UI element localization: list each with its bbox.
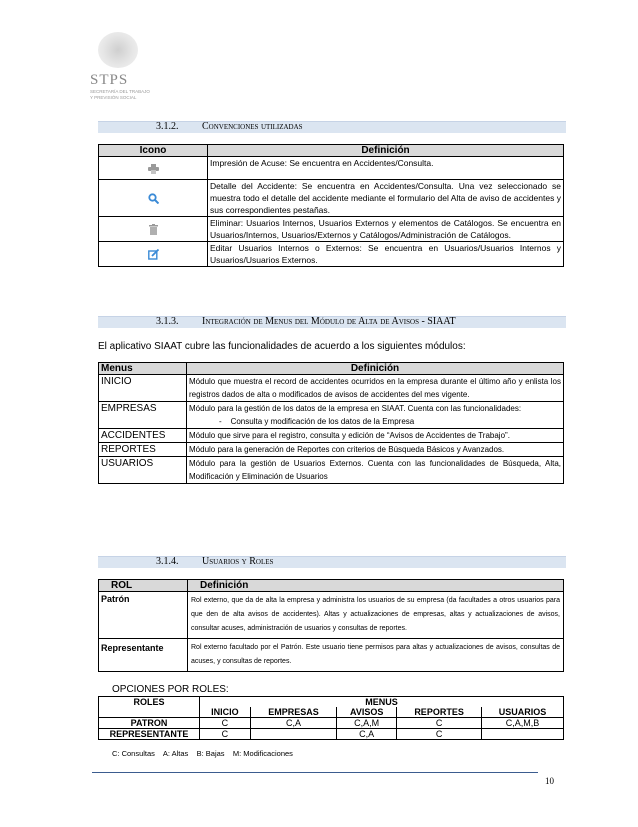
page-number: 10 — [545, 776, 554, 786]
option-cell: C — [397, 729, 482, 740]
role-definition: Rol externo, que da de alta la empresa y administra los usuarios de su empresa (da facultades a otros usuarios para que den de alta avisos de accidentes). Altas y actualizaciones de empresas, altas y actualizaciones de avisos, consultar acuses, administración de usuarios y consultas de reportes. — [188, 592, 564, 639]
option-cell: C — [397, 718, 482, 729]
option-cell: C,A — [250, 718, 337, 729]
role-name: Representante — [99, 639, 188, 672]
table-row — [99, 180, 564, 217]
menu-definition: Módulo para la gestión de Usuarios Externos. Cuenta con las funcionalidades de Búsqueda, Alta, Modificación y Eliminación de Usuarios — [187, 457, 564, 484]
option-cell — [482, 729, 564, 740]
table-row — [99, 429, 564, 443]
icon-cell — [99, 157, 208, 180]
section-heading-users-roles — [98, 556, 566, 568]
role-name: Patrón — [99, 592, 188, 639]
table-row — [99, 457, 564, 484]
column-header-usuarios: USUARIOS — [482, 707, 564, 718]
table-row — [99, 592, 564, 639]
table-header-row — [99, 363, 564, 375]
section-heading-menus — [98, 316, 566, 328]
bullet-dash-icon: - — [219, 417, 231, 426]
role-definition: Rol externo facultado por el Patrón. Este usuario tiene permisos para altas y actualizaciones de avisos, consultas de acuses, y consultas de reportes. — [188, 639, 564, 672]
table-header-row — [99, 145, 564, 157]
column-header-icon: Icono — [99, 145, 208, 157]
section-number: 3.1.3. — [156, 316, 179, 327]
menus-table — [98, 362, 564, 484]
column-header-menus: Menus — [99, 363, 187, 375]
definition-cell: Eliminar: Usuarios Internos, Usuarios Externos y elementos de Catálogos. Se encuentra en Usuarios/Internos, Usuarios/Externos y Catálogos/Administración de Catálogos. — [208, 217, 564, 242]
table-row — [99, 217, 564, 242]
printer-icon — [148, 164, 159, 174]
table-row — [99, 639, 564, 672]
magnifier-icon — [148, 193, 159, 204]
table-row — [99, 157, 564, 180]
option-cell: C,A — [337, 729, 397, 740]
table-row — [99, 443, 564, 457]
roles-table — [98, 579, 564, 672]
option-cell: C,A,M,B — [482, 718, 564, 729]
icon-cell — [99, 217, 208, 242]
menu-name: INICIO — [99, 375, 187, 402]
definition-cell: Impresión de Acuse: Se encuentra en Accidentes/Consulta. — [208, 157, 564, 180]
options-by-role-table — [98, 696, 564, 740]
definition-cell: Editar Usuarios Internos o Externos: Se encuentra en Usuarios/Usuarios Internos y Usuarios/Usuarios Externos. — [208, 242, 564, 267]
footer-divider — [92, 772, 538, 773]
section-title: Integración de Menus del Módulo de Alta de Avisos - SIAAT — [202, 316, 456, 327]
table-row — [99, 242, 564, 267]
icon-cell — [99, 242, 208, 267]
menu-definition-cell — [187, 402, 564, 429]
bullet-text: Consulta y modificación de los datos de la Empresa — [230, 417, 415, 426]
menu-definition: Módulo que muestra el record de accidentes ocurridos en la empresa durante el último año y enlista los registros dados de alta o modificados de avisos de accidentes del mes vigente. — [187, 375, 564, 402]
table-row — [99, 375, 564, 402]
definition-cell: Detalle del Accidente: Se encuentra en Accidentes/Consulta. Una vez seleccionado se muestra todo el detalle del accidente mediante el formulario del Alta de aviso de accidentes y sus correspondientes pestañas. — [208, 180, 564, 217]
section-title: Usuarios y Roles — [202, 556, 274, 567]
menu-definition: Módulo que sirve para el registro, consulta y edición de “Avisos de Accidentes de Trabajo”. — [187, 429, 564, 443]
menu-name: REPORTES — [99, 443, 187, 457]
role-name: REPRESENTANTE — [99, 729, 200, 740]
column-header-reportes: REPORTES — [397, 707, 482, 718]
role-name: PATRON — [99, 718, 200, 729]
options-title: OPCIONES POR ROLES: — [112, 684, 229, 695]
menu-definition: Módulo para la generación de Reportes con criterios de Búsqueda Básicos y Avanzados. — [187, 443, 564, 457]
column-header-empresas: EMPRESAS — [250, 707, 337, 718]
option-cell: C — [200, 718, 251, 729]
option-cell: C — [200, 729, 251, 740]
roles-header: ROLES — [99, 697, 200, 718]
menu-name: USUARIOS — [99, 457, 187, 484]
option-cell — [250, 729, 337, 740]
trash-icon — [149, 224, 158, 235]
column-header-definition: Definición — [187, 363, 564, 375]
menu-definition: Módulo para la gestión de los datos de la empresa en SIAAT. Cuenta con las funcionalidades: — [189, 404, 522, 413]
org-subtitle: SECRETARÍA DEL TRABAJO Y PREVISIÓN SOCIAL — [90, 89, 150, 100]
column-header-role: ROL — [99, 580, 188, 592]
table-row — [99, 402, 564, 429]
section-heading-conventions — [98, 121, 566, 133]
options-legend: C: Consultas A: Altas B: Bajas M: Modificaciones — [112, 749, 293, 758]
column-header-avisos: AVISOS — [337, 707, 397, 718]
table-row — [99, 718, 564, 729]
stps-logo — [90, 32, 150, 122]
table-header-row — [99, 580, 564, 592]
intro-paragraph: El aplicativo SIAAT cubre las funcionalidades de acuerdo a los siguientes módulos: — [98, 341, 466, 352]
column-header-definition: Definición — [208, 145, 564, 157]
menus-header: MENUS — [200, 697, 564, 708]
option-cell: C,A,M — [337, 718, 397, 729]
column-header-definition: Definición — [188, 580, 564, 592]
conventions-table — [98, 144, 564, 267]
section-number: 3.1.2. — [156, 121, 179, 132]
table-header-row — [99, 697, 564, 708]
national-seal-icon — [98, 32, 138, 68]
menu-name: ACCIDENTES — [99, 429, 187, 443]
menu-name: EMPRESAS — [99, 402, 187, 429]
section-number: 3.1.4. — [156, 556, 179, 567]
menu-bullet-item — [189, 415, 561, 428]
edit-icon — [148, 249, 159, 260]
section-title: Convenciones utilizadas — [202, 121, 303, 132]
table-row — [99, 729, 564, 740]
column-header-inicio: INICIO — [200, 707, 251, 718]
icon-cell — [99, 180, 208, 217]
org-name: STPS — [90, 72, 129, 88]
